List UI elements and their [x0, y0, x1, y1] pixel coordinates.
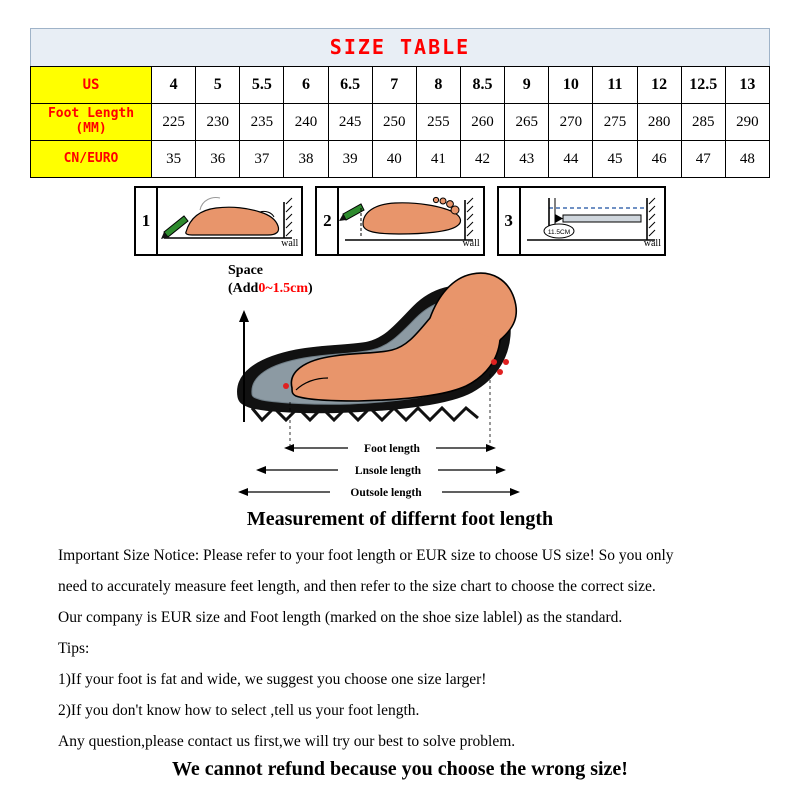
foot-measurement-diagram — [200, 262, 600, 512]
cell-us-6: 8 — [416, 67, 460, 104]
space-label-line1: Space — [228, 263, 263, 278]
cell-mm-10: 275 — [593, 104, 637, 141]
cell-eu-13: 48 — [725, 141, 769, 178]
cell-us-3: 6 — [284, 67, 328, 104]
dim-outsole-length-text: Outsole length — [350, 487, 422, 499]
cell-mm-7: 260 — [460, 104, 504, 141]
step-3-illustration — [519, 188, 663, 250]
cell-mm-9: 270 — [549, 104, 593, 141]
cell-eu-2: 37 — [240, 141, 284, 178]
cell-us-2: 5.5 — [240, 67, 284, 104]
step-number-2: 2 — [317, 188, 339, 254]
size-notice — [58, 540, 758, 757]
cell-eu-1: 36 — [196, 141, 240, 178]
cell-us-1: 5 — [196, 67, 240, 104]
cell-us-9: 10 — [549, 67, 593, 104]
space-close-text: ) — [308, 280, 313, 296]
table-row — [31, 104, 770, 141]
cell-eu-8: 43 — [505, 141, 549, 178]
notice-line-1: need to accurately measure feet length, and then refer to the size chart to choose the correct size. — [58, 578, 656, 595]
space-range-text: 0~1.5cm — [258, 280, 309, 296]
cell-eu-4: 39 — [328, 141, 372, 178]
cell-mm-6: 255 — [416, 104, 460, 141]
row-header-foot-length-line1: Foot Length — [47, 106, 135, 122]
step-number-3: 3 — [499, 188, 521, 254]
diagram-caption: Measurement of differnt foot length — [246, 508, 554, 530]
step-panel-2 — [315, 186, 484, 256]
cell-us-7: 8.5 — [460, 67, 504, 104]
cell-mm-4: 245 — [328, 104, 372, 141]
notice-line-6: Any question,please contact us first,we will try our best to solve problem. — [58, 733, 516, 750]
step-1-illustration — [156, 188, 300, 250]
cell-eu-9: 44 — [549, 141, 593, 178]
notice-line-0: Important Size Notice: Please refer to your foot length or EUR size to choose US size! So you only — [58, 547, 674, 564]
foot-in-shoe-svg — [200, 262, 600, 512]
step-3-wall-label: wall — [643, 238, 661, 249]
step-2-wall-label: wall — [462, 238, 480, 249]
step-2-illustration — [337, 188, 481, 250]
cell-mm-12: 285 — [681, 104, 725, 141]
cell-eu-5: 40 — [372, 141, 416, 178]
cell-us-10: 11 — [593, 67, 637, 104]
step-number-1: 1 — [136, 188, 158, 254]
size-table — [30, 66, 770, 178]
cell-eu-3: 38 — [284, 141, 328, 178]
step-panel-1 — [134, 186, 303, 256]
cell-mm-13: 290 — [725, 104, 769, 141]
cell-eu-6: 41 — [416, 141, 460, 178]
space-add-text: (Add — [228, 280, 259, 296]
cell-mm-0: 225 — [152, 104, 196, 141]
space-label — [228, 262, 313, 297]
notice-line-5: 2)If you don't know how to select ,tell us your foot length. — [58, 702, 420, 719]
table-row — [31, 141, 770, 178]
cell-eu-7: 42 — [460, 141, 504, 178]
row-header-foot-length-line2: (MM) — [75, 121, 107, 136]
measurement-steps — [134, 186, 666, 256]
cell-mm-2: 235 — [240, 104, 284, 141]
row-header-us: US — [31, 67, 152, 104]
refund-warning: We cannot refund because you choose the wrong size! — [172, 758, 628, 780]
table-row — [31, 67, 770, 104]
cell-eu-10: 45 — [593, 141, 637, 178]
space-label-line2 — [228, 280, 313, 298]
cell-us-12: 12.5 — [681, 67, 725, 104]
dim-insole-length-text: Lnsole length — [354, 465, 422, 477]
size-table-section — [30, 28, 770, 178]
dim-foot-length-text: Foot length — [364, 443, 420, 455]
cell-us-8: 9 — [505, 67, 549, 104]
step-3-measure-text: 11.5CM — [547, 229, 570, 236]
cell-us-11: 12 — [637, 67, 681, 104]
step-panel-3 — [497, 186, 666, 256]
size-table-title: SIZE TABLE — [30, 28, 770, 66]
row-header-cn-euro: CN/EURO — [31, 141, 152, 178]
cell-us-13: 13 — [725, 67, 769, 104]
cell-mm-8: 265 — [505, 104, 549, 141]
row-header-foot-length — [31, 104, 152, 141]
cell-mm-5: 250 — [372, 104, 416, 141]
step-1-wall-label: wall — [281, 238, 299, 249]
cell-mm-3: 240 — [284, 104, 328, 141]
cell-us-0: 4 — [152, 67, 196, 104]
cell-mm-11: 280 — [637, 104, 681, 141]
cell-eu-12: 47 — [681, 141, 725, 178]
cell-us-5: 7 — [372, 67, 416, 104]
notice-line-4: 1)If your foot is fat and wide, we suggest you choose one size larger! — [58, 671, 487, 688]
notice-line-2: Our company is EUR size and Foot length (marked on the shoe size lablel) as the standard. — [58, 609, 623, 626]
cell-eu-0: 35 — [152, 141, 196, 178]
notice-line-3: Tips: — [58, 640, 90, 657]
cell-us-4: 6.5 — [328, 67, 372, 104]
cell-mm-1: 230 — [196, 104, 240, 141]
cell-eu-11: 46 — [637, 141, 681, 178]
